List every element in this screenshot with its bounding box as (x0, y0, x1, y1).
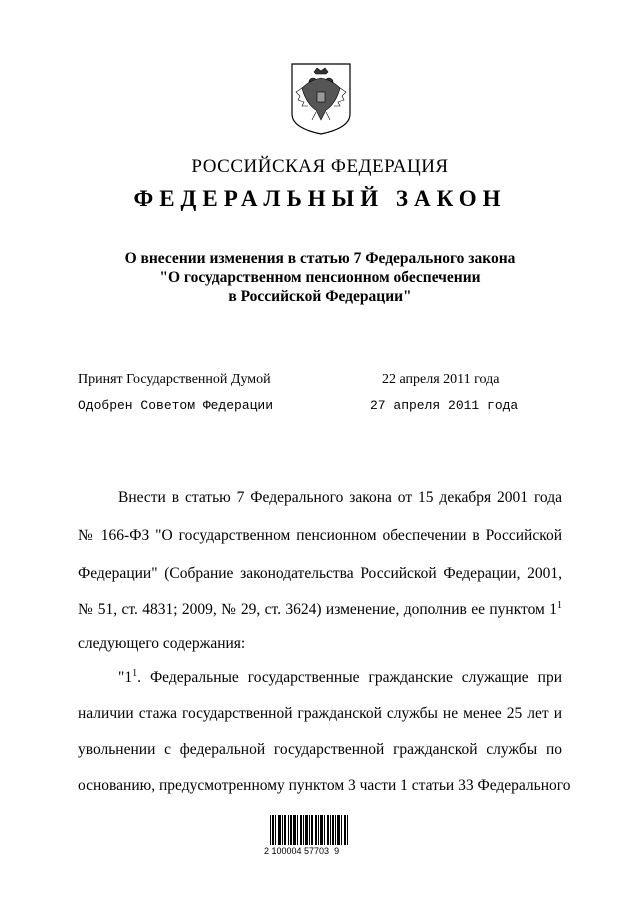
superscript: 1 (557, 600, 562, 611)
body-line: основанию, предусмотренному пунктом 3 части 1 статьи 33 Федерального (78, 777, 571, 794)
duma-adoption-date: 22 апреля 2011 года (382, 372, 500, 387)
barcode-icon (270, 815, 350, 845)
law-title-line: в Российской Федерации" (228, 288, 412, 305)
body-line: Внести в статью 7 Федерального закона от 15 декабря 2001 года (118, 489, 562, 506)
russian-double-headed-eagle-icon (290, 62, 352, 136)
council-approval-label: Одобрен Советом Федерации (78, 398, 274, 413)
body-line: следующего содержания: (78, 635, 246, 652)
body-line: "$1^1$. Федеральные государственные гражданские служащие при (118, 668, 562, 686)
duma-adoption-label: Принят Государственной Думой (78, 372, 271, 387)
barcode-number: 2 100004 57703 9 (264, 846, 340, 856)
law-title (0, 249, 640, 306)
country-name: РОССИЙСКАЯ ФЕДЕРАЦИЯ (191, 156, 449, 177)
law-title-line: "О государственном пенсионном обеспечении (159, 269, 481, 286)
body-line: наличии стажа государственной гражданской службы не менее 25 лет и (78, 705, 562, 722)
body-line: Федерации" (Собрание законодательства Российской Федерации, 2001, (78, 565, 562, 582)
superscript: 1 (132, 668, 138, 679)
body-line: № 51, ст. 4831; 2009, № 29, ст. 3624) изменение, дополнив ее пунктом $1^1$ (78, 600, 562, 618)
document-type: ФЕДЕРАЛЬНЫЙ ЗАКОН (133, 186, 507, 211)
council-approval-date: 27 апреля 2011 года (370, 398, 519, 413)
law-title-line: О внесении изменения в статью 7 Федерального закона (124, 250, 516, 267)
body-line: № 166-ФЗ "О государственном пенсионном обеспечении в Российской (78, 527, 562, 544)
body-line: увольнении с федеральной государственной гражданской службы по (78, 741, 562, 758)
